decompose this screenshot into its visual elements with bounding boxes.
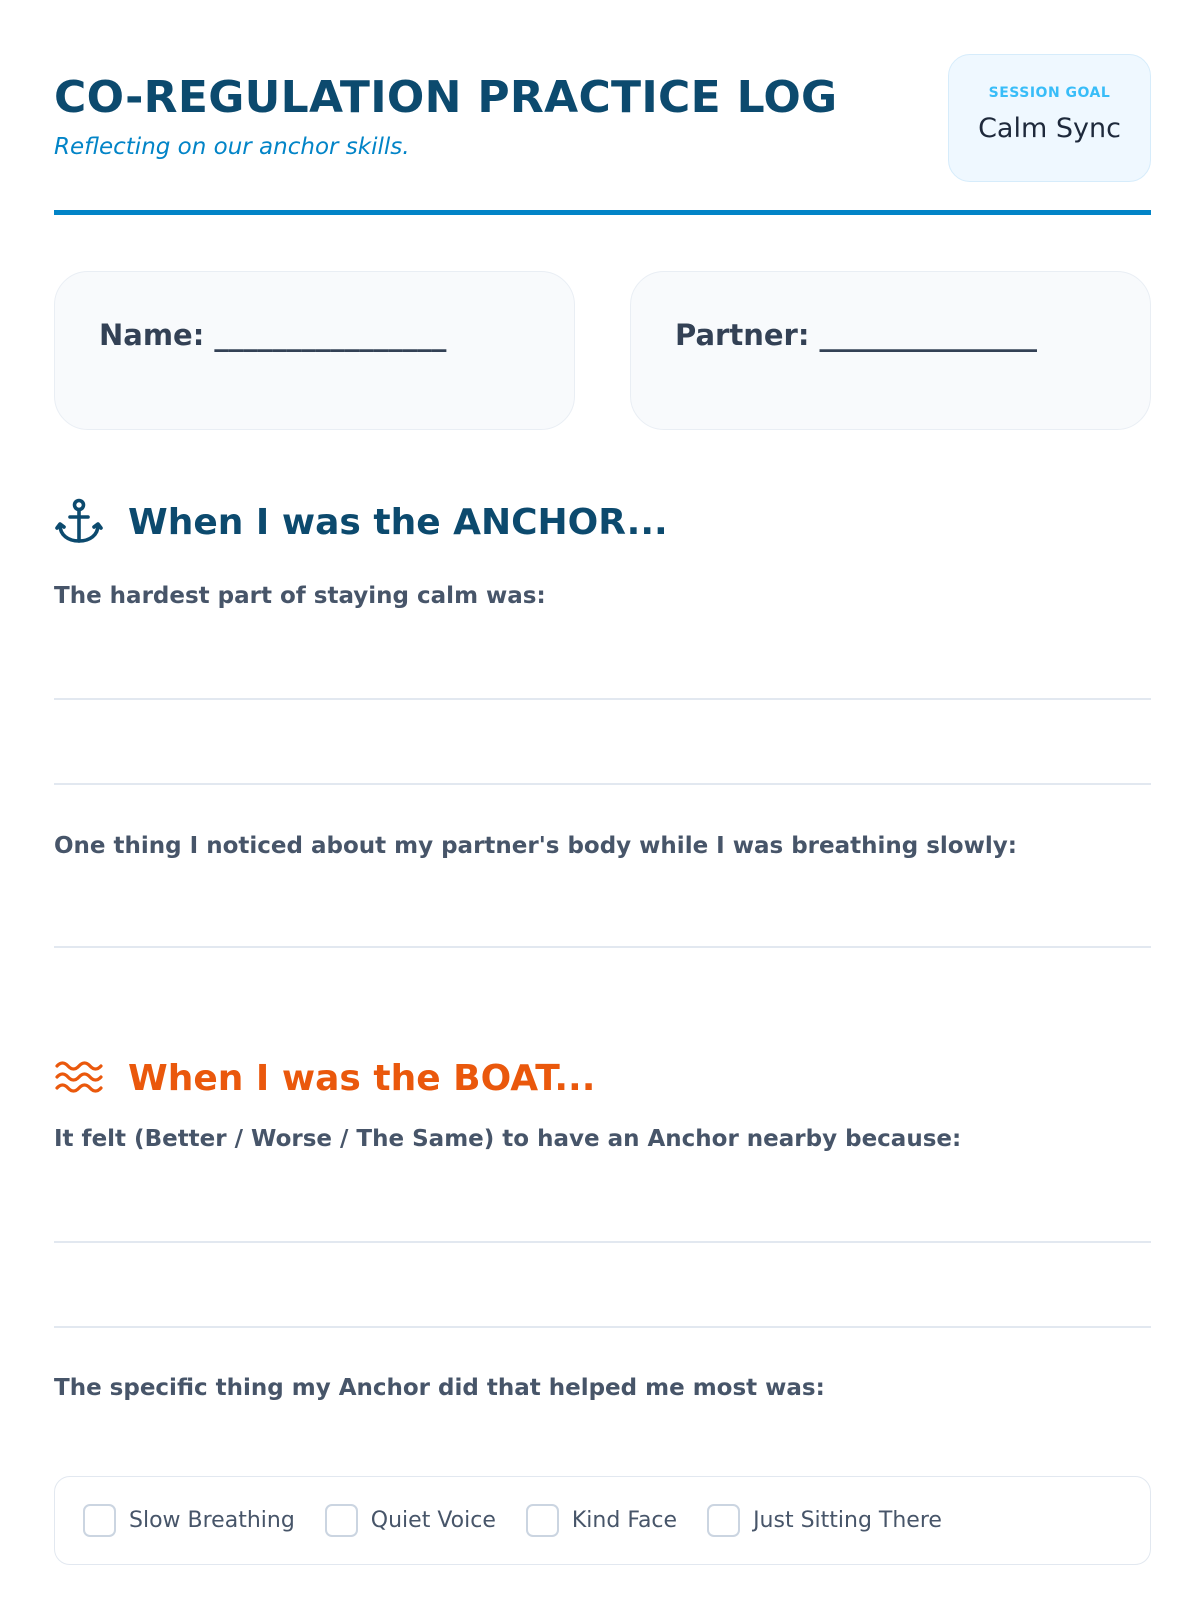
checkbox[interactable] <box>325 1504 358 1537</box>
option-label: Quiet Voice <box>370 1508 496 1533</box>
helper-checklist <box>54 1476 1151 1565</box>
option-slow-breathing[interactable] <box>83 1504 295 1537</box>
option-label: Slow Breathing <box>129 1508 295 1533</box>
worksheet-page <box>54 0 1151 1600</box>
anchor-heading-text: When I was the ANCHOR... <box>128 501 668 543</box>
answer-line[interactable] <box>54 783 1151 785</box>
checkbox[interactable] <box>526 1504 559 1537</box>
partner-card <box>630 271 1151 430</box>
boat-prompt-felt: It felt (Better / Worse / The Same) to have an Anchor nearby because: <box>54 1126 962 1152</box>
checkbox[interactable] <box>83 1504 116 1537</box>
waves-icon <box>54 1053 104 1103</box>
name-field[interactable]: Name: ________________ <box>99 318 447 352</box>
partner-field[interactable]: Partner: _______________ <box>675 318 1038 352</box>
option-kind-face[interactable] <box>526 1504 677 1537</box>
header-divider <box>54 210 1151 215</box>
page-subtitle: Reflecting on our anchor skills. <box>54 134 410 160</box>
answer-line[interactable] <box>54 698 1151 700</box>
boat-heading-text: When I was the BOAT... <box>128 1057 596 1099</box>
answer-line[interactable] <box>54 946 1151 948</box>
session-goal-label: SESSION GOAL <box>988 85 1111 101</box>
anchor-icon <box>54 497 104 547</box>
option-label: Just Sitting There <box>753 1508 942 1533</box>
option-quiet-voice[interactable] <box>325 1504 496 1537</box>
session-goal-value: Calm Sync <box>978 113 1121 144</box>
name-card <box>54 271 575 430</box>
answer-line[interactable] <box>54 1326 1151 1328</box>
anchor-section-heading <box>54 497 668 547</box>
page-title: CO-REGULATION PRACTICE LOG <box>54 72 838 123</box>
anchor-prompt-noticed: One thing I noticed about my partner's body while I was breathing slowly: <box>54 833 1017 859</box>
header <box>54 54 1151 214</box>
boat-section-heading <box>54 1053 595 1103</box>
checkbox[interactable] <box>707 1504 740 1537</box>
option-just-sitting-there[interactable] <box>707 1504 942 1537</box>
answer-line[interactable] <box>54 1241 1151 1243</box>
anchor-prompt-hardest: The hardest part of staying calm was: <box>54 583 546 609</box>
boat-prompt-helped: The specific thing my Anchor did that helped me most was: <box>54 1375 825 1401</box>
session-goal-card <box>948 54 1151 182</box>
option-label: Kind Face <box>571 1508 678 1533</box>
